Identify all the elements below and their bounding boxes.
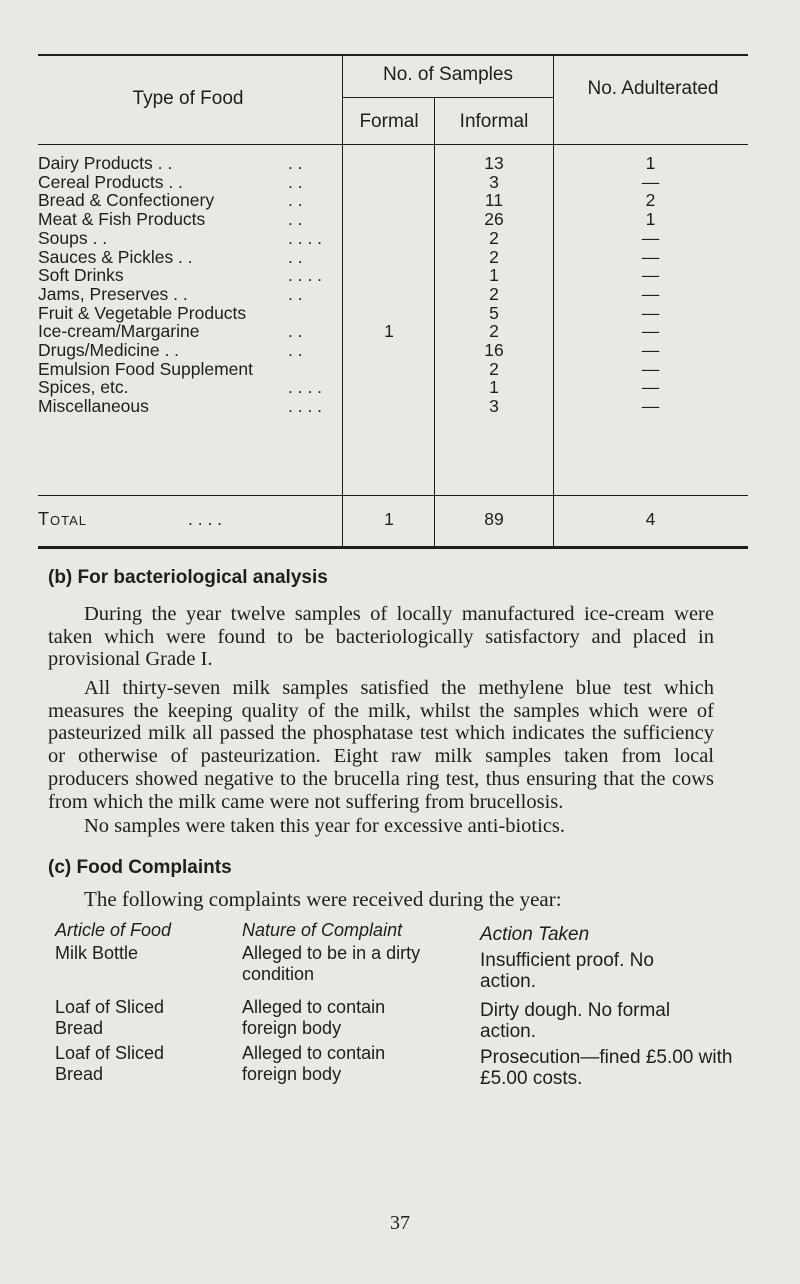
page-number: 37 [390, 1212, 410, 1234]
row-informal-count: 2 [489, 321, 499, 342]
row-food-type: Bread & Confectionery [38, 190, 215, 211]
header-formal: Formal [359, 111, 419, 132]
complaint-1-action: Insufficient proof. No action. [480, 950, 654, 992]
row-food-type: Soft Drinks [38, 265, 124, 286]
row-leader-dots: . . [288, 171, 303, 192]
row-food-type: Dairy Products . . [38, 153, 173, 173]
row-food-type: Cereal Products . . [38, 171, 183, 192]
row-adulterated-count: — [641, 171, 660, 192]
row-informal-count: 3 [489, 396, 499, 417]
row-adulterated-count: — [641, 227, 660, 248]
row-adulterated-count: 1 [645, 153, 656, 173]
row-leader-dots: . . [288, 246, 303, 267]
header-type-of-food: Type of Food [132, 88, 244, 109]
row-food-type: Meat & Fish Products [38, 209, 206, 230]
row-adulterated-count: — [641, 265, 660, 286]
row-adulterated-count: — [641, 340, 660, 360]
complaint-1-article: Milk Bottle [55, 943, 139, 963]
row-informal-count: 3 [489, 171, 499, 192]
total-formal: 1 [384, 509, 394, 529]
total-top-rule [38, 495, 748, 496]
row-adulterated-count: — [641, 321, 660, 342]
row-informal-count: 2 [489, 358, 499, 379]
row-food-type: Fruit & Vegetable Products [38, 302, 247, 323]
section-b-paragraph-3: No samples were taken this year for excessive anti-biotics. [84, 815, 566, 837]
row-adulterated-count: — [641, 396, 660, 417]
row-adulterated-count: 2 [645, 190, 656, 211]
header-no-adulterated: No. Adulterated [587, 78, 719, 99]
row-leader-dots: . . [288, 190, 303, 211]
row-informal-count: 26 [484, 209, 504, 230]
row-adulterated-count: — [641, 302, 660, 323]
row-adulterated-count: — [641, 377, 660, 398]
row-leader-dots: . . . . [288, 227, 323, 248]
row-leader-dots: . . [288, 283, 303, 304]
row-food-type: Emulsion Food Supplement [38, 358, 253, 379]
row-informal-count: 1 [489, 265, 499, 286]
row-adulterated-count: — [641, 358, 660, 379]
row-leader-dots: . . . . [288, 265, 323, 286]
complaint-3-nature: Alleged to contain foreign body [242, 1043, 386, 1084]
column-nature-of-complaint: Nature of Complaint [242, 920, 403, 940]
total-leader-dots: . . . . [188, 509, 223, 529]
row-food-type: Drugs/Medicine . . [38, 340, 180, 360]
section-b-paragraph-1: During the year twelve samples of locally manufactured ice-cream were taken which were found to be bacteriologically satisfactory and placed in provisional Grade I. [48, 603, 714, 671]
total-label: Total [38, 509, 87, 529]
header-informal: Informal [459, 111, 529, 132]
row-informal-count: 2 [489, 246, 499, 267]
row-informal-count: 2 [489, 227, 499, 248]
table-bottom-rule [38, 546, 748, 549]
row-informal-count: 1 [489, 377, 499, 398]
samples-sub-rule [343, 97, 553, 98]
section-c-heading: (c) Food Complaints [48, 857, 232, 878]
row-leader-dots: . . [288, 321, 303, 342]
complaint-3-article: Loaf of Sliced Bread [55, 1043, 165, 1084]
table-top-rule [38, 54, 748, 56]
row-formal-count: 1 [384, 321, 394, 342]
row-leader-dots: . . . . [288, 396, 323, 417]
total-informal: 89 [484, 509, 504, 529]
row-leader-dots: . . [288, 153, 303, 173]
row-informal-count: 2 [489, 283, 499, 304]
section-b-heading: (b) For bacteriological analysis [48, 567, 328, 588]
column-action-taken: Action Taken [480, 924, 590, 945]
row-food-type: Sauces & Pickles . . [38, 246, 193, 267]
complaint-1-nature: Alleged to be in a dirty condition [242, 943, 421, 984]
row-informal-count: 5 [489, 302, 499, 323]
total-adulterated: 4 [645, 509, 656, 529]
row-food-type: Jams, Preserves . . [38, 283, 188, 304]
row-adulterated-count: — [641, 283, 660, 304]
food-samples-table [38, 54, 748, 549]
complaint-3-action: Prosecution—fined £5.00 with £5.00 costs. [480, 1047, 733, 1089]
row-food-type: Spices, etc. [38, 377, 129, 398]
row-leader-dots: . . [288, 340, 303, 360]
column-article-of-food: Article of Food [55, 920, 172, 940]
row-adulterated-count: — [641, 246, 660, 267]
row-food-type: Miscellaneous [38, 396, 149, 417]
complaint-2-nature: Alleged to contain foreign body [242, 997, 386, 1038]
row-leader-dots: . . . . [288, 377, 323, 398]
header-bottom-rule [38, 144, 748, 145]
row-adulterated-count: 1 [645, 209, 656, 230]
row-informal-count: 13 [484, 153, 504, 173]
complaints-intro: The following complaints were received during the year: [84, 887, 562, 911]
header-no-of-samples: No. of Samples [383, 64, 513, 85]
complaint-2-action: Dirty dough. No formal action. [480, 1000, 671, 1042]
row-food-type: Soups . . [38, 227, 108, 248]
row-informal-count: 16 [484, 340, 504, 360]
section-b-paragraph-2: All thirty-seven milk samples satisfied the methylene blue test which measures the keeping quality of the milk, whilst the samples which were of pasteurized milk all passed the phosphatase test which indicates the sufficiency or otherwise of pasteurization. Eight raw milk samples taken from local producers showed negative to the brucella ring test, thus ensuring that the cows from which the milk came were not suffering from brucellosis. [48, 677, 714, 813]
row-leader-dots: . . [288, 209, 303, 230]
complaint-2-article: Loaf of Sliced Bread [55, 997, 165, 1038]
row-food-type: Ice-cream/Margarine [38, 321, 200, 342]
row-informal-count: 11 [484, 190, 504, 211]
